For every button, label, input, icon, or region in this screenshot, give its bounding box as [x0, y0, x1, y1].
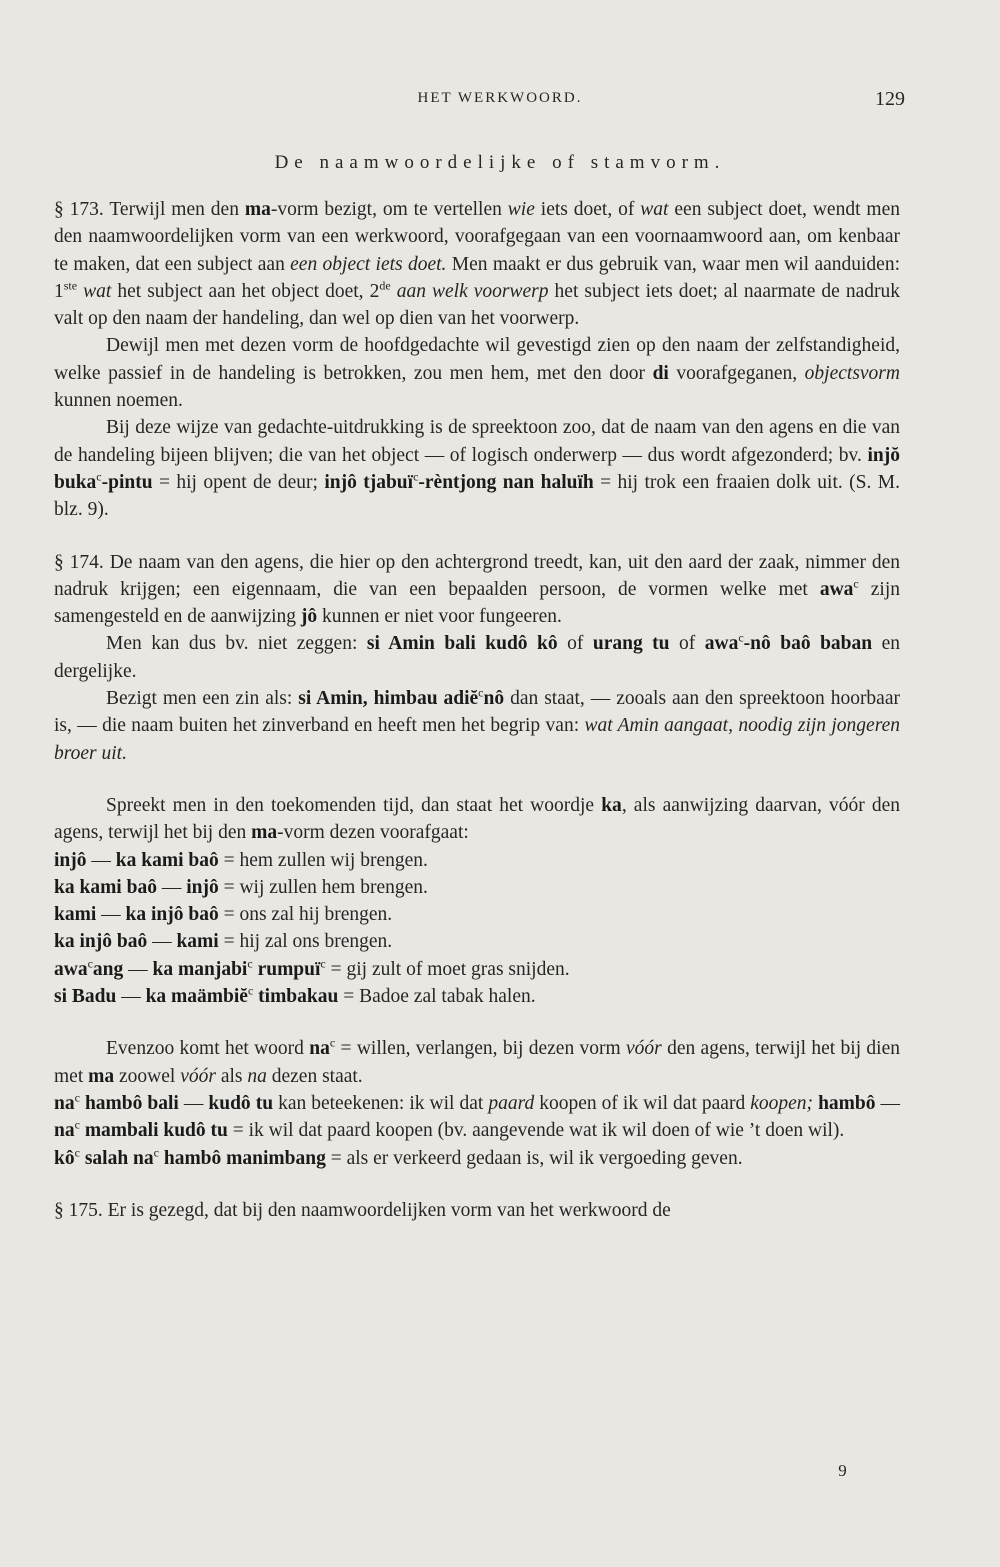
body-text	[54, 196, 900, 1224]
paragraph: Bij deze wijze van gedachte-uitdrukking is de spreektoon zoo, dat de naam van den agens en die van de handeling bijeen blijven; die van het object — of logisch onderwerp — dus wordt afgezonderd; bv. injŏ buka$^c$-pintu = hij opent de deur; injô tjabuï$^c$-rèntjong nan haluïh = hij trok een fraaien dolk uit. (S. M. blz. 9).	[54, 417, 900, 521]
running-head	[0, 88, 1000, 112]
example-line: si Badu — ka maämbiĕ$^c$ timbakau = Badoe zal tabak halen.	[54, 983, 536, 1008]
paragraph: $kô^c$ salah $na^c$ hambô manimbang = als er verkeerd gedaan is, wil ik vergoeding geven.	[54, 1145, 743, 1169]
paragraph-173: § 173. Terwijl men den ma-vorm bezigt, om te vertellen wie iets doet, of wat een subject doet, wendt men den naamwoordelijken vorm van een werkwoord, voorafgegaan van een voornaamwoord aan, om kenbaar te maken, dat een subject aan een object iets doet. Men maakt er dus gebruik van, waar men wil aanduiden: 1ste wat het subject aan het object doet, 2de aan welk voorwerp het subject iets doet; al naarmate de nadruk valt op den naam der handeling, dan wel op dien van het voorwerp.	[54, 199, 900, 330]
example-line: ka injô baô — kami = hij zal ons brengen.	[54, 931, 393, 953]
paragraph: Men kan dus bv. niet zeggen: si Amin bali kudô kô of urang tu of awa$^c$-nô baô baban en dergelijke.	[54, 630, 900, 682]
paragraph-174: § 174. De naam van den agens, die hier op den achtergrond treedt, kan, uit den aard der zaak, nimmer den nadruk krijgen; een eigennaam, die van een bepaalden persoon, de vormen welke met awa$^c$ zijn samengesteld en de aanwijzing jô kunnen er niet voor fungeeren.	[54, 551, 900, 628]
example-line: awa$^c$ang — ka manjabi$^c$ rumpuï$^c$ = gij zult of moet gras snijden.	[54, 956, 570, 980]
section-sign: § 174.	[54, 551, 104, 573]
example-line: kami — ka injô baô = ons zal hij brengen.	[54, 904, 393, 926]
paragraph: $na^c$ hambô bali — kudô tu kan beteekenen: ik wil dat paard koopen of ik wil dat paard koopen; hambô — $na^c$ mambali kudô tu = ik wil dat paard koopen (bv. aangevende wat ik wil doen of wie ’t doen wil).	[54, 1090, 901, 1142]
example-line: ka kami baô — injô = wij zullen hem brengen.	[54, 876, 428, 898]
section-sign: § 173.	[54, 199, 104, 220]
paragraph: Evenzoo komt het woord $na^c$ = willen, verlangen, bij dezen vorm vóór den agens, terwijl het bij dien met ma zoowel vóór als na dezen staat.	[54, 1035, 901, 1087]
page-number: 129	[875, 88, 905, 110]
paragraph-175: § 175. Er is gezegd, dat bij den naamwoordelijken vorm van het werkwoord de	[54, 1199, 671, 1221]
section-title: De naamwoordelijke of stamvorm.	[274, 152, 726, 173]
paragraph: Bezigt men een zin als: si Amin, himbau adiĕ$^c$nô dan staat, — zooals aan den spreektoon hoorbaar is, — die naam buiten het zinverband en heeft men het begrip van: wat Amin aangaat, noodig zijn jongeren broer uit.	[54, 685, 900, 764]
section-sign: § 175.	[54, 1199, 103, 1221]
example-line: injô — ka kami baô = hem zullen wij brengen.	[54, 849, 428, 871]
signature-mark: 9	[838, 1461, 847, 1480]
running-title: HET WERKWOORD.	[417, 90, 583, 106]
paragraph: Spreekt men in den toekomenden tijd, dan staat het woordje ka, als aanwijzing daarvan, vóór den agens, terwijl het bij den ma-vorm dezen voorafgaat:	[54, 794, 900, 844]
paragraph: Dewijl men met dezen vorm de hoofdgedachte wil gevestigd zien op den naam der zelfstandigheid, welke passief in de handeling is betrokken, zou men hem, met den door di voorafgeganen, objectsvorm kunnen noemen.	[54, 335, 900, 412]
